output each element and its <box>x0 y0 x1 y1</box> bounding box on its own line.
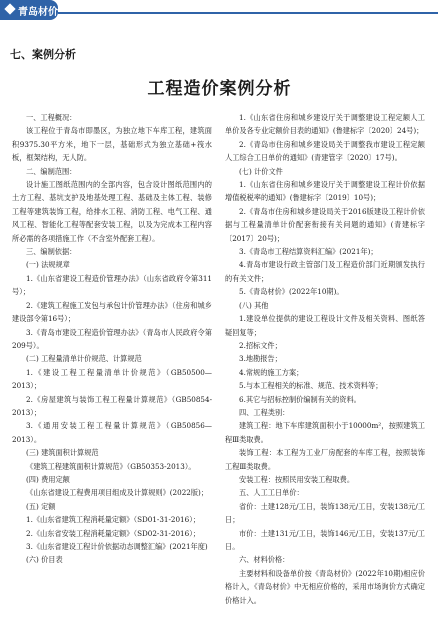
paragraph: 装饰工程：本工程为工业厂房配套的车库工程，按照装饰工程Ⅲ类取费。 <box>225 448 425 471</box>
paragraph: 3.《通用安装工程工程量计算规范》（GB50856—2013）。 <box>12 421 212 444</box>
paragraph: (二) 工程量清单计价规范、计算规范 <box>26 354 142 364</box>
paragraph: 1.《山东省住房和城乡建设厅关于调整建设工程计价依据增值税税率的通知》(鲁建标字〔2019〕10号)； <box>225 180 425 203</box>
paragraph: (一) 法规规章 <box>26 260 70 270</box>
paragraph: 六、材料价格： <box>239 555 290 565</box>
paragraph: 2.招标文件； <box>239 340 282 350</box>
paragraph: 3.《山东省建设工程计价依据动态调整汇编》(2021年度) <box>26 542 208 551</box>
right-column <box>225 111 425 607</box>
paragraph: 设计施工图纸范围内的全部内容，包含设计图纸范围内的土方工程、基坑支护及地基处理工程、基础及主体工程、装修工程等建筑装饰工程，给排水工程、消防工程、电气工程、通风工程、智能化工程等配套安装工程，以及为完成本工程内容所必需的各项措施工作（不含室外配套工程）。 <box>12 180 212 243</box>
paragraph: 二、编制范围： <box>26 166 77 176</box>
page-title: 工程造价案例分析 <box>147 79 292 99</box>
paragraph: 4.常规的施工方案； <box>239 367 304 377</box>
section-heading: 七、案例分析 <box>10 48 76 61</box>
paragraph: 1.《山东省建筑工程消耗量定额》（SD01-31-2016）； <box>26 515 200 525</box>
paragraph: (五) 定额 <box>26 501 56 511</box>
paragraph: 3.《青岛市工程结算资料汇编》(2021年)； <box>239 247 378 257</box>
left-column <box>12 111 212 567</box>
paragraph: 1.《山东省住房和城乡建设厅关于调整建设工程定额人工单价及各专业定额价目表的通知》(鲁建标字〔2020〕24号)； <box>225 113 425 136</box>
paragraph: (四) 费用定额 <box>26 474 70 484</box>
paragraph: 《建筑工程建筑面积计算规范》（GB50353-2013）。 <box>26 461 196 471</box>
paragraph: 四、工程类别： <box>239 407 290 417</box>
paragraph: 2.《建筑工程施工发包与承包计价管理办法》（住房和城乡建设部令第16号）； <box>12 300 212 324</box>
paragraph: (七) 计价文件 <box>239 166 283 176</box>
paragraph: 三、编制依据： <box>26 247 77 257</box>
paragraph: 安装工程：按照民用安装工程取费。 <box>239 474 355 484</box>
paragraph: (八) 其他 <box>239 300 269 310</box>
paragraph: 2.《青岛市住房和城乡建设局关于2016版建设工程计价依据与工程量清单计价配套衔接有关问题的通知》(青建标字〔2017〕20号)； <box>225 206 425 243</box>
paragraph: 建筑工程：地下车库建筑面积小于10000m²，按照建筑工程Ⅲ类取费。 <box>225 421 425 444</box>
paragraph: 4.青岛市建设行政主管部门及工程造价部门近期颁发执行的有关文件； <box>225 260 425 283</box>
header-tab <box>0 0 58 20</box>
paragraph: 3.《青岛市建设工程造价管理办法》（青岛市人民政府令第209号）。 <box>12 327 212 350</box>
paragraph: 《山东省建设工程费用项目组成及计算规则》(2022版)； <box>26 488 209 498</box>
paragraph: 市价：土建131元/工日，装饰146元/工日，安装137元/工日。 <box>225 528 425 551</box>
paragraph: 主要材料和设备单价按《青岛材价》(2022年10期)相应价格计入，《青岛材价》中无相应价格的，采用市场询价方式确定价格计入。 <box>225 568 425 605</box>
header-rule <box>58 12 438 14</box>
paragraph: 省价：土建128元/工日，装饰138元/工日，安装138元/工日； <box>225 501 425 525</box>
paragraph: 2.《青岛市住房和城乡建设局关于调整我市建设工程定额人工综合工日单价的通知》(青建管字〔2020〕17号)。 <box>225 139 425 163</box>
paragraph: (三) 建筑面积计算规范 <box>26 448 99 458</box>
paragraph: 五、人工工日单价： <box>239 488 304 498</box>
header-bar <box>0 0 439 22</box>
paragraph: 5.《青岛材价》(2022年10期)。 <box>239 287 344 297</box>
paragraph: 1.《建设工程工程量清单计价规范》（GB50500—2013）； <box>12 367 212 391</box>
paragraph: 2.《房屋建筑与装饰工程工程量计算规范》（GB50854-2013）； <box>12 394 212 417</box>
paragraph: 一、工程概况： <box>26 113 77 122</box>
paragraph: (六) 价目表 <box>26 555 63 565</box>
paragraph: 1.建设单位提供的建设工程设计文件及相关资料、图纸答疑回复等； <box>225 314 425 337</box>
paragraph: 1.《山东省建设工程造价管理办法》（山东省政府令第311号）； <box>12 273 212 297</box>
paragraph: 6.其它与招标控制价编制有关的资料。 <box>239 394 361 404</box>
paragraph: 5.与本工程相关的标准、规范、技术资料等； <box>239 381 383 391</box>
paragraph: 3.地勘报告； <box>239 354 282 364</box>
header-label: 青岛材价 <box>18 7 58 18</box>
paragraph: 该工程位于青岛市即墨区，为独立地下车库工程，建筑面积9375.30平方米，地下一层，基础形式为独立基础+筏水板，框架结构，无人防。 <box>12 126 212 163</box>
paragraph: 2.《山东省安装工程消耗量定额》（SD02-31-2016）； <box>26 528 200 538</box>
diamond-icon <box>4 3 15 14</box>
